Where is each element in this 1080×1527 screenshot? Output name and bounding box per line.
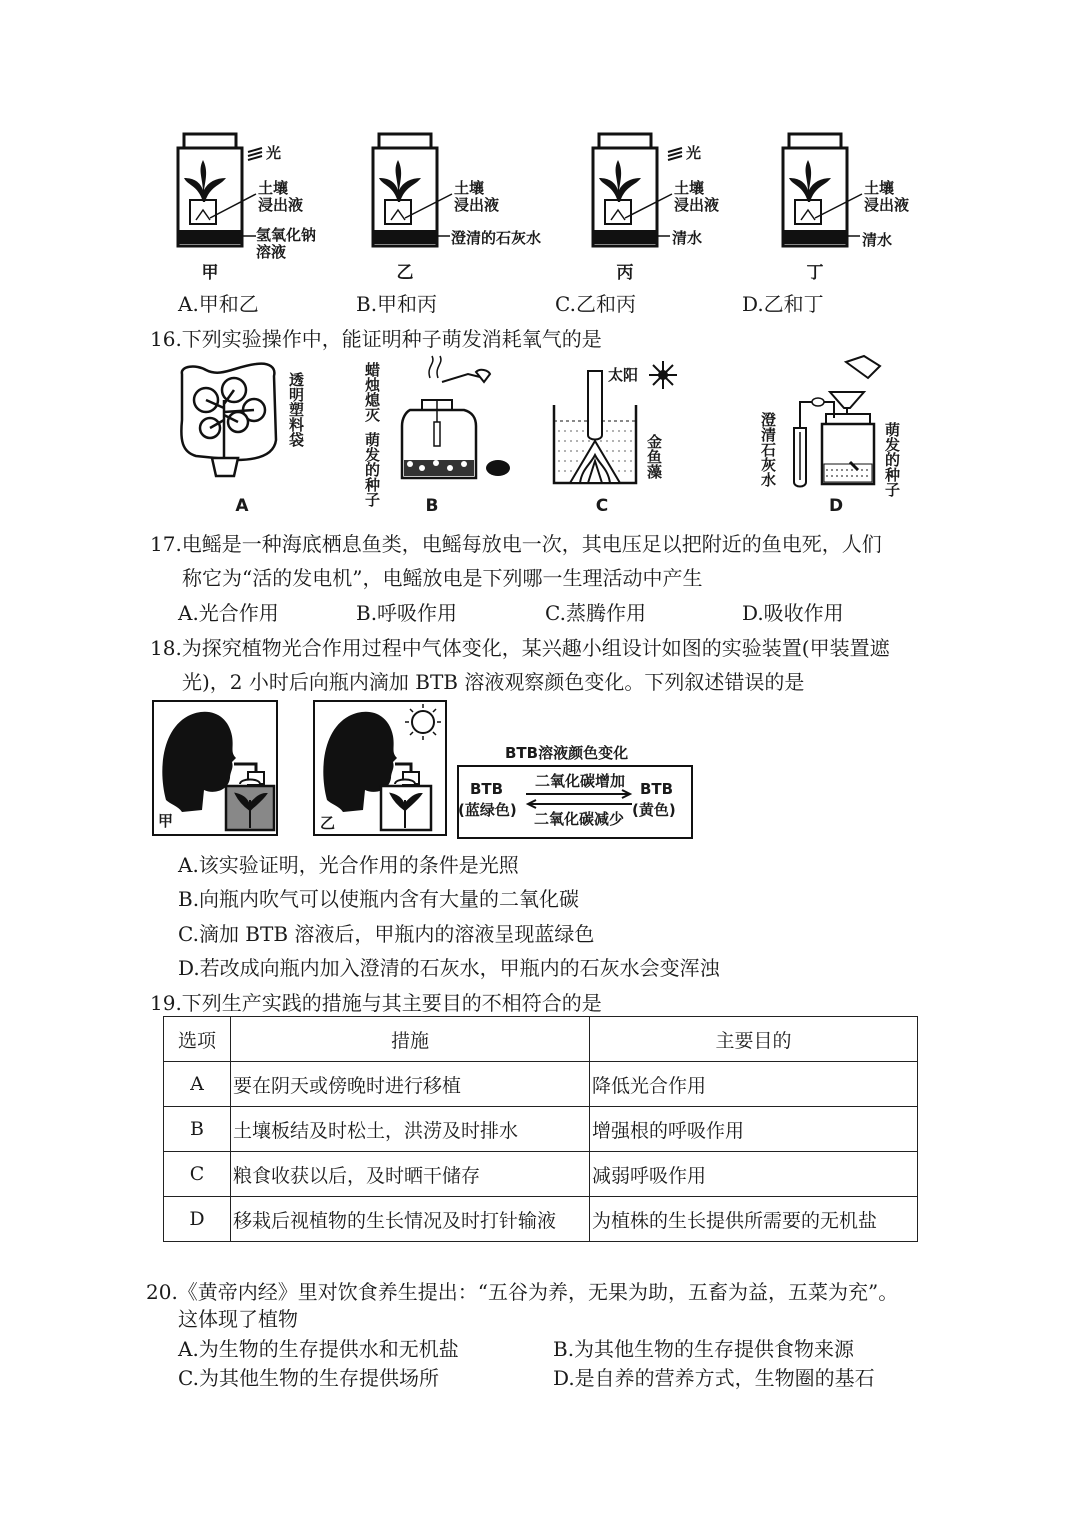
table-row bbox=[164, 1197, 918, 1242]
q18-option-a: A.该实验证明，光合作用的条件是光照 bbox=[178, 853, 519, 877]
q15-option-c: C.乙和丙 bbox=[555, 292, 636, 316]
q15-option-a: A.甲和乙 bbox=[178, 292, 259, 316]
q18-stem-line2: 光)，2 小时后向瓶内滴加 BTB 溶液观察颜色变化。下列叙述错误的是 bbox=[182, 670, 805, 694]
q20-option-c: C.为其他生物的生存提供场所 bbox=[178, 1366, 439, 1390]
q20-option-b: B.为其他生物的生存提供食物来源 bbox=[553, 1337, 855, 1361]
table-row bbox=[164, 1062, 918, 1107]
table-header-cell: 选项 bbox=[164, 1017, 231, 1062]
q16-fig-a-plant-bag bbox=[176, 360, 286, 480]
q18-btb-arrow-top: 二氧化碳增加 bbox=[535, 772, 626, 790]
q15-jia-extract: 土壤 浸出液 bbox=[258, 179, 304, 214]
q20-stem-line1: 20.《黄帝内经》里对饮食养生提出：“五谷为养，无果为助，五畜为益，五菜为充”。 bbox=[146, 1280, 899, 1304]
q18-btb-title: BTB溶液颜色变化 bbox=[505, 744, 629, 762]
q16-fig-c-plant-label: 金鱼藻 bbox=[645, 434, 663, 479]
table-header-cell: 措施 bbox=[231, 1017, 590, 1062]
q18-stem-line1: 18.为探究植物光合作用过程中气体变化，某兴趣小组设计如图的实验装置(甲装置遮 bbox=[150, 636, 890, 660]
table-cell: 增强根的呼吸作用 bbox=[590, 1107, 918, 1152]
q18-btb-right-bottom: (黄色) bbox=[632, 801, 676, 819]
sun-icon bbox=[648, 360, 678, 390]
q18-btb-left-bottom: (蓝绿色) bbox=[458, 801, 517, 819]
q15-jia-solution: 氢氧化钠 溶液 bbox=[256, 226, 317, 261]
q16-fig-c-sun-label: 太阳 bbox=[608, 366, 639, 384]
q15-ding-extract: 土壤 浸出液 bbox=[864, 179, 910, 214]
q16-fig-d-caption: D bbox=[828, 496, 844, 516]
table-cell: C bbox=[164, 1152, 231, 1197]
q18-option-b: B.向瓶内吹气可以使瓶内含有大量的二氧化碳 bbox=[178, 887, 580, 911]
q15-yi-solution: 澄清的石灰水 bbox=[451, 229, 542, 247]
q19-table bbox=[163, 1016, 918, 1242]
q18-btb-left-top: BTB bbox=[470, 780, 504, 798]
q16-fig-a-caption: A bbox=[235, 496, 249, 516]
table-header-cell: 主要目的 bbox=[590, 1017, 918, 1062]
table-cell: 降低光合作用 bbox=[590, 1062, 918, 1107]
table-cell: A bbox=[164, 1062, 231, 1107]
q18-option-c: C.滴加 BTB 溶液后，甲瓶内的溶液呈现蓝绿色 bbox=[178, 922, 595, 946]
q15-option-d: D.乙和丁 bbox=[742, 292, 824, 316]
table-cell: 土壤板结及时松土，洪涝及时排水 bbox=[231, 1107, 590, 1152]
q15-caption-ding: 丁 bbox=[806, 263, 824, 283]
double-arrow-icon bbox=[524, 788, 634, 810]
table-cell: 粮食收获以后，及时晒干储存 bbox=[231, 1152, 590, 1197]
q15-leaders bbox=[0, 0, 1080, 300]
table-cell: 为植株的生长提供所需要的无机盐 bbox=[590, 1197, 918, 1242]
q15-ding-solution: 清水 bbox=[862, 231, 893, 249]
table-row bbox=[164, 1107, 918, 1152]
q15-option-b: B.甲和丙 bbox=[356, 292, 438, 316]
q17-option-b: B.呼吸作用 bbox=[356, 601, 458, 625]
q15-caption-bing: 丙 bbox=[616, 263, 634, 283]
table-cell: 减弱呼吸作用 bbox=[590, 1152, 918, 1197]
q18-option-d: D.若改成向瓶内加入澄清的石灰水，甲瓶内的石灰水会变浑浊 bbox=[178, 956, 720, 980]
q15-yi-extract: 土壤 浸出液 bbox=[454, 179, 500, 214]
q17-option-d: D.吸收作用 bbox=[742, 601, 844, 625]
q20-option-a: A.为生物的生存提供水和无机盐 bbox=[178, 1337, 459, 1361]
q20-option-d: D.是自养的营养方式，生物圈的基石 bbox=[553, 1366, 875, 1390]
q19-stem: 19.下列生产实践的措施与其主要目的不相符合的是 bbox=[150, 991, 602, 1015]
q17-stem-line1: 17.电鳐是一种海底栖息鱼类，电鳐每放电一次，其电压足以把附近的鱼电死，人们 bbox=[150, 532, 882, 556]
q16-fig-d-seeds-label: 萌发的种子 bbox=[883, 422, 901, 497]
q18-btb-right-top: BTB bbox=[640, 780, 674, 798]
table-cell: 要在阴天或傍晚时进行移植 bbox=[231, 1062, 590, 1107]
q18-fig-jia-label: 甲 bbox=[158, 812, 174, 830]
q15-caption-jia: 甲 bbox=[201, 263, 219, 283]
table-cell: B bbox=[164, 1107, 231, 1152]
q16-stem: 16.下列实验操作中，能证明种子萌发消耗氧气的是 bbox=[150, 327, 602, 351]
q16-fig-d-apparatus bbox=[780, 352, 890, 492]
q20-stem-line2: 这体现了植物 bbox=[178, 1307, 298, 1331]
q17-option-a: A.光合作用 bbox=[178, 601, 279, 625]
q18-fig-yi-label: 乙 bbox=[320, 814, 336, 832]
table-cell: 移栽后视植物的生长情况及时打针输液 bbox=[231, 1197, 590, 1242]
q16-fig-d-lime-label: 澄清石灰水 bbox=[759, 412, 777, 487]
q16-fig-b-seeds-label: 萌发的种子 bbox=[363, 432, 381, 507]
q15-bing-solution: 清水 bbox=[672, 229, 703, 247]
q15-bing-light: 光 bbox=[686, 144, 702, 162]
q16-fig-b-candle-jar bbox=[380, 360, 510, 485]
q18-btb-arrow-bottom: 二氧化碳减少 bbox=[534, 810, 625, 828]
q16-fig-b-caption: B bbox=[425, 496, 439, 516]
q16-fig-b-candle-label: 蜡烛熄灭 bbox=[363, 362, 381, 422]
q16-fig-a-label: 透明塑料袋 bbox=[287, 372, 305, 447]
q17-stem-line2: 称它为“活的发电机”，电鳐放电是下列哪一生理活动中产生 bbox=[182, 566, 703, 590]
q15-jia-light: 光 bbox=[266, 144, 282, 162]
table-row bbox=[164, 1152, 918, 1197]
q16-fig-c-caption: C bbox=[595, 496, 609, 516]
table-cell: D bbox=[164, 1197, 231, 1242]
q15-caption-yi: 乙 bbox=[396, 263, 414, 283]
q15-bing-extract: 土壤 浸出液 bbox=[674, 179, 720, 214]
q17-option-c: C.蒸腾作用 bbox=[545, 601, 646, 625]
table-header-row bbox=[164, 1017, 918, 1062]
